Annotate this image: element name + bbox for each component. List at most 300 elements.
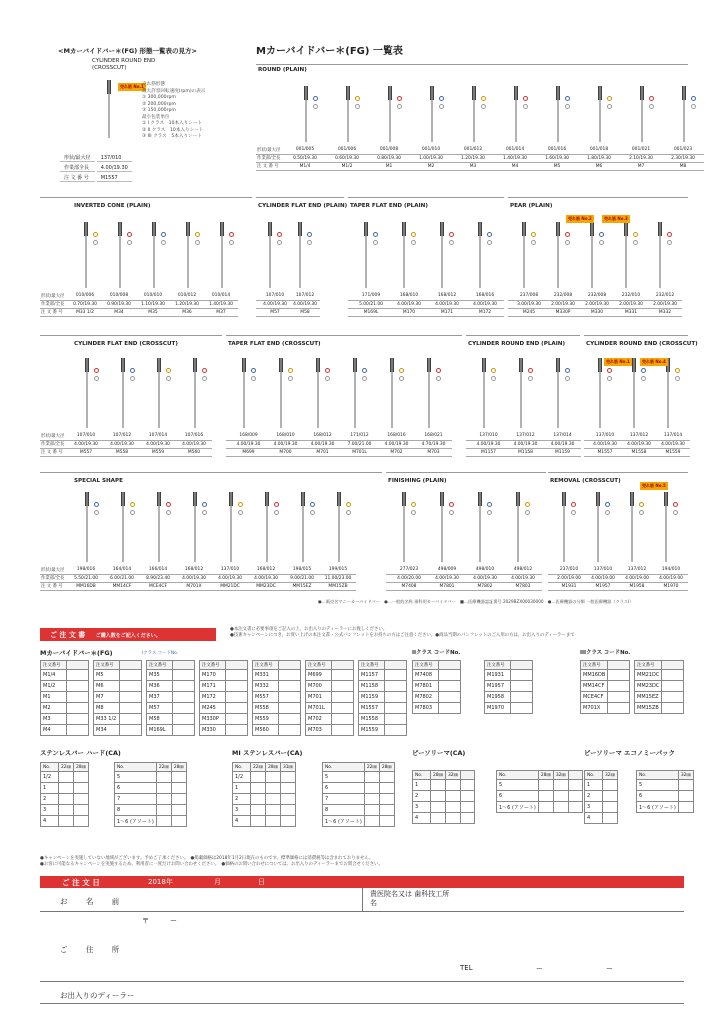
size-qty-input[interactable] <box>364 794 379 805</box>
order-item: MM16DB <box>581 670 608 681</box>
spec-row <box>548 574 688 582</box>
size-no: 2 <box>233 794 251 805</box>
order-qty-input[interactable] <box>511 670 533 681</box>
bestseller-badge: 売れ筋 No.4 <box>642 359 666 364</box>
bur-image <box>599 86 601 142</box>
order-row <box>635 692 684 703</box>
bestseller-badge: 売れ筋 No.3 <box>604 216 628 221</box>
size-qty-input[interactable] <box>280 783 295 794</box>
spec-cell: 2.00/19.30 <box>580 300 614 308</box>
spec-row <box>256 292 320 300</box>
form-row-dealer <box>40 982 684 1004</box>
size-qty-input[interactable] <box>568 780 582 791</box>
order-qty-input[interactable] <box>332 681 354 692</box>
order-row <box>147 692 195 703</box>
size-qty-input[interactable] <box>59 772 74 783</box>
order-qty-input[interactable] <box>608 681 630 692</box>
size-no: 1 <box>41 783 59 794</box>
package-icon <box>649 104 654 109</box>
order-row <box>147 670 195 681</box>
spec-table <box>584 432 690 457</box>
order-qty-input[interactable] <box>67 703 89 714</box>
size-qty-input[interactable] <box>364 805 379 816</box>
order-qty-input[interactable] <box>279 714 301 725</box>
size-qty-input[interactable] <box>156 794 171 805</box>
size-qty-input[interactable] <box>73 783 88 794</box>
spec-cell: MM23DC <box>248 582 284 590</box>
order-row <box>200 692 248 703</box>
order-qty-input[interactable] <box>439 670 461 681</box>
order-qty-input[interactable] <box>173 725 195 736</box>
size-qty-input[interactable] <box>171 794 186 805</box>
order-qty-input[interactable] <box>279 681 301 692</box>
spec-row <box>226 440 452 448</box>
spec-cell: 8.90/23.40 <box>140 574 176 582</box>
spec-cell: 137/014 <box>656 432 690 440</box>
order-qty-input[interactable] <box>662 681 684 692</box>
size-qty-input[interactable] <box>171 816 186 827</box>
spec-cell: 1.60/19.30 <box>536 154 578 162</box>
order-col-header: 注文番号 <box>413 661 439 670</box>
size-qty-input[interactable] <box>73 794 88 805</box>
order-row <box>94 670 142 681</box>
spec-cell: 107/014 <box>140 432 176 440</box>
order-qty-input[interactable] <box>120 670 142 681</box>
order-qty-input[interactable] <box>439 681 461 692</box>
order-row <box>581 670 630 681</box>
order-qty-input[interactable] <box>662 703 684 714</box>
bur-image <box>557 86 559 142</box>
spec-cell: 4.00/19.30 <box>260 300 290 308</box>
spec-cell: 001/021 <box>620 146 662 154</box>
order-qty-input[interactable] <box>439 703 461 714</box>
package-icon <box>310 510 315 515</box>
order-row <box>485 692 533 703</box>
order-header-row <box>635 661 684 670</box>
size-qty-input[interactable] <box>171 772 186 783</box>
rpm-icon <box>675 368 680 373</box>
size-row <box>413 802 475 813</box>
clinic-label: 貴医院名又は 歯科技工所名 <box>370 890 450 907</box>
spec-cell: M33 1/2 <box>68 308 102 316</box>
size-no: 4 <box>585 813 603 824</box>
rpm-icon <box>94 502 99 507</box>
size-qty-input[interactable] <box>364 772 379 783</box>
order-qty-input[interactable] <box>385 703 407 714</box>
spec-cell: 4.00/19.30 <box>428 300 466 308</box>
order-header-row <box>306 661 354 670</box>
order-qty-input[interactable] <box>279 703 301 714</box>
spec-cell: 107/016 <box>176 432 212 440</box>
spec-cell: MM16DB <box>68 582 104 590</box>
order-qty-input[interactable] <box>226 714 248 725</box>
size-qty-input[interactable] <box>678 780 693 791</box>
rpm-icon <box>202 502 207 507</box>
order-qty-input[interactable] <box>511 692 533 703</box>
package-icon <box>565 240 570 245</box>
size-qty-input[interactable] <box>379 805 394 816</box>
size-header: 28㎜ <box>379 763 394 772</box>
size-qty-input[interactable] <box>431 802 446 813</box>
order-row <box>94 681 142 692</box>
order-row <box>94 703 142 714</box>
size-qty-input[interactable] <box>265 805 280 816</box>
order-qty-input[interactable] <box>173 714 195 725</box>
size-qty-input[interactable] <box>251 816 266 827</box>
order-item: M331 <box>253 670 279 681</box>
spec-row <box>548 582 688 590</box>
size-qty-input[interactable] <box>280 816 295 827</box>
bur-image <box>659 222 661 288</box>
bur-image <box>403 222 405 288</box>
size-qty-input[interactable] <box>280 805 295 816</box>
order-row <box>147 714 195 725</box>
order-qty-input[interactable] <box>662 692 684 703</box>
order-row <box>413 703 461 714</box>
size-table <box>322 762 395 827</box>
package-icon <box>277 240 282 245</box>
package-icon <box>531 240 536 245</box>
size-qty-input[interactable] <box>603 802 618 813</box>
size-qty-input[interactable] <box>553 791 568 802</box>
package-icon <box>487 240 492 245</box>
order-header-row <box>253 661 301 670</box>
order-qty-input[interactable] <box>120 692 142 703</box>
order-qty-input[interactable] <box>511 681 533 692</box>
size-qty-input[interactable] <box>59 783 74 794</box>
order-qty-input[interactable] <box>67 714 89 725</box>
order-item: M701L <box>306 703 332 714</box>
spec-cell: M559 <box>140 448 176 456</box>
section-title: CYLINDER FLAT END (PLAIN) <box>258 203 348 209</box>
spec-cell: M699 <box>230 448 267 456</box>
order-qty-input[interactable] <box>279 692 301 703</box>
package-icon <box>355 104 360 109</box>
package-icon <box>449 240 454 245</box>
spec-row-label: 作業部/全長 <box>256 154 284 162</box>
order-row <box>200 681 248 692</box>
size-qty-input[interactable] <box>156 772 171 783</box>
size-qty-input[interactable] <box>265 794 280 805</box>
size-row <box>115 805 187 816</box>
order-qty-input[interactable] <box>67 681 89 692</box>
bur-image <box>557 358 559 428</box>
order-row <box>359 692 407 703</box>
order-item: M7801 <box>413 681 439 692</box>
order-col-header: 注文番号 <box>147 661 173 670</box>
rpm-icon <box>491 368 496 373</box>
size-qty-input[interactable] <box>364 783 379 794</box>
spec-cell: M35 <box>136 308 170 316</box>
size-qty-input[interactable] <box>678 802 693 813</box>
spec-row <box>40 448 212 456</box>
order-qty-input[interactable] <box>173 692 195 703</box>
spec-cell: 4.00/19.30 <box>304 440 341 448</box>
size-qty-input[interactable] <box>445 802 460 813</box>
spec-row <box>548 566 688 574</box>
badge-no1-legend: 売れ筋 No.1 <box>120 84 144 89</box>
order-item: M1/2 <box>41 681 67 692</box>
order-qty-input[interactable] <box>173 703 195 714</box>
rpm-icon <box>229 232 234 237</box>
legend-sub2: (CROSSCUT) <box>92 65 127 71</box>
section-title: TAPER FLAT END (PLAIN) <box>350 203 428 209</box>
bur-image <box>302 492 304 562</box>
spec-cell: M1157 <box>470 448 507 456</box>
package-icon <box>202 510 207 515</box>
order-qty-input[interactable] <box>385 670 407 681</box>
no-header: No. <box>233 763 251 772</box>
bur-image <box>591 222 593 288</box>
order-qty-header <box>173 661 195 670</box>
order-qty-input[interactable] <box>279 670 301 681</box>
order-qty-input[interactable] <box>332 703 354 714</box>
order-qty-input[interactable] <box>439 692 461 703</box>
spec-cell: 2.00/19.00 <box>552 574 586 582</box>
order-qty-input[interactable] <box>332 725 354 736</box>
order-header-row <box>41 661 89 670</box>
order-qty-input[interactable] <box>67 692 89 703</box>
spec-cell: 0.50/19.30 <box>284 154 326 162</box>
size-qty-input[interactable] <box>265 783 280 794</box>
package-icon <box>130 510 135 515</box>
size-qty-input[interactable] <box>171 805 186 816</box>
order-row <box>41 681 89 692</box>
size-qty-input[interactable] <box>364 816 379 827</box>
size-header: 28㎜ <box>171 763 186 772</box>
rpm-icon <box>399 368 404 373</box>
size-qty-input[interactable] <box>379 794 394 805</box>
size-qty-input[interactable] <box>460 802 474 813</box>
size-qty-input[interactable] <box>538 791 553 802</box>
package-icon <box>691 104 696 109</box>
size-row <box>41 816 89 827</box>
size-qty-input[interactable] <box>431 813 446 824</box>
spec-cell: M36 <box>170 308 204 316</box>
size-qty-input[interactable] <box>280 794 295 805</box>
size-qty-input[interactable] <box>445 791 460 802</box>
order-qty-input[interactable] <box>332 714 354 725</box>
rpm-icon <box>161 232 166 237</box>
size-qty-input[interactable] <box>379 772 394 783</box>
rpm-icon <box>355 96 360 101</box>
order-qty-input[interactable] <box>226 692 248 703</box>
package-icon <box>195 240 200 245</box>
postal-field[interactable]: 〒 ー <box>142 917 177 925</box>
no-header: No. <box>497 771 539 780</box>
package-icon <box>675 376 680 381</box>
size-header-row <box>585 771 618 780</box>
spec-cell: M169L <box>352 308 390 316</box>
order-year[interactable]: 2018年 <box>148 878 173 886</box>
package-icon <box>238 510 243 515</box>
order-qty-input[interactable] <box>226 703 248 714</box>
package-icon <box>251 376 256 381</box>
spec-row-label: 注 文 番 号 <box>40 448 68 456</box>
order-qty-input[interactable] <box>662 670 684 681</box>
rpm-icon <box>238 502 243 507</box>
order-qty-input[interactable] <box>385 692 407 703</box>
size-qty-input[interactable] <box>251 783 266 794</box>
order-qty-input[interactable] <box>608 670 630 681</box>
size-qty-input[interactable] <box>538 802 553 813</box>
size-qty-input[interactable] <box>445 813 460 824</box>
order-qty-input[interactable] <box>173 681 195 692</box>
size-qty-input[interactable] <box>251 805 266 816</box>
size-qty-input[interactable] <box>431 780 446 791</box>
order-qty-input[interactable] <box>173 670 195 681</box>
bur-image <box>122 358 124 428</box>
size-qty-input[interactable] <box>538 780 553 791</box>
bur-image <box>338 492 340 562</box>
order-qty-header <box>511 661 533 670</box>
order-qty-input[interactable] <box>332 670 354 681</box>
footnotes <box>40 856 383 868</box>
size-header: 28㎜ <box>431 771 446 780</box>
size-qty-input[interactable] <box>553 802 568 813</box>
spec-row <box>508 300 682 308</box>
size-qty-input[interactable] <box>603 813 618 824</box>
spec-cell: M3 <box>452 162 494 170</box>
bur-image <box>266 492 268 562</box>
dealer-label: お出入りのディーラー <box>60 991 135 1000</box>
size-qty-input[interactable] <box>251 794 266 805</box>
rpm-icon <box>641 368 646 373</box>
size-qty-input[interactable] <box>460 813 474 824</box>
size-qty-input[interactable] <box>379 783 394 794</box>
size-qty-input[interactable] <box>431 791 446 802</box>
order-qty-input[interactable] <box>226 681 248 692</box>
size-qty-input[interactable] <box>379 816 394 827</box>
spec-cell: M1559 <box>656 448 690 456</box>
size-qty-input[interactable] <box>678 791 693 802</box>
spec-cell: M4 <box>494 162 536 170</box>
spec-cell: M171 <box>428 308 466 316</box>
size-qty-input[interactable] <box>156 805 171 816</box>
size-qty-input[interactable] <box>280 772 295 783</box>
size-qty-input[interactable] <box>460 791 474 802</box>
legend-note: 最小包装単位 <box>142 114 170 120</box>
order-col-header: 注文番号 <box>200 661 226 670</box>
size-qty-input[interactable] <box>445 780 460 791</box>
order-qty-input[interactable] <box>120 681 142 692</box>
package-icon <box>667 240 672 245</box>
package-icon <box>605 510 610 515</box>
rpm-icon <box>274 502 279 507</box>
order-row <box>41 692 89 703</box>
rpm-icon <box>251 368 256 373</box>
order-qty-input[interactable] <box>385 681 407 692</box>
size-qty-input[interactable] <box>265 772 280 783</box>
package-icon <box>362 376 367 381</box>
size-qty-input[interactable] <box>171 783 186 794</box>
size-qty-input[interactable] <box>156 783 171 794</box>
package-icon <box>93 240 98 245</box>
size-qty-input[interactable] <box>603 791 618 802</box>
package-icon <box>449 510 454 515</box>
size-qty-input[interactable] <box>156 816 171 827</box>
size-no: 1〜6 (アソート) <box>323 816 365 827</box>
order-row <box>359 670 407 681</box>
rpm-icon <box>673 502 678 507</box>
order-header-row <box>147 661 195 670</box>
order-qty-input[interactable] <box>279 725 301 736</box>
order-qty-input[interactable] <box>67 725 89 736</box>
package-icon <box>439 104 444 109</box>
section-title: PEAR (PLAIN) <box>510 203 553 209</box>
spec-cell: 107/012 <box>290 292 320 300</box>
bur-legend <box>108 80 110 138</box>
size-no: 8 <box>323 805 365 816</box>
order-qty-input[interactable] <box>608 703 630 714</box>
size-no: 1/2 <box>233 772 251 783</box>
rpm-icon <box>346 502 351 507</box>
order-qty-input[interactable] <box>511 703 533 714</box>
order-row <box>581 703 630 714</box>
spec-row-label: 注 文 番 号 <box>256 162 284 170</box>
order-qty-input[interactable] <box>608 692 630 703</box>
order-qty-input[interactable] <box>120 725 142 736</box>
size-row <box>585 802 618 813</box>
order-item: MM14CF <box>581 681 608 692</box>
size-row <box>233 772 296 783</box>
package-icon <box>607 104 612 109</box>
order-qty-input[interactable] <box>385 725 407 736</box>
size-qty-input[interactable] <box>73 772 88 783</box>
order-qty-input[interactable] <box>332 692 354 703</box>
spec-row <box>584 432 690 440</box>
size-qty-input[interactable] <box>73 816 88 827</box>
size-qty-input[interactable] <box>265 816 280 827</box>
size-qty-input[interactable] <box>59 805 74 816</box>
size-qty-input[interactable] <box>568 802 582 813</box>
order-month[interactable]: 月 <box>214 878 221 886</box>
spec-cell: 6.00/21.00 <box>104 574 140 582</box>
order-row <box>413 692 461 703</box>
order-col-header: 注文番号 <box>41 661 67 670</box>
spec-cell: M557 <box>68 448 104 456</box>
size-qty-input[interactable] <box>59 794 74 805</box>
size-qty-input[interactable] <box>59 816 74 827</box>
package-icon <box>599 240 604 245</box>
order-item: M58 <box>147 714 173 725</box>
size-qty-input[interactable] <box>73 805 88 816</box>
bur-image <box>243 358 245 428</box>
size-qty-input[interactable] <box>603 780 618 791</box>
rpm-icon <box>313 96 318 101</box>
size-no: 6 <box>637 791 679 802</box>
order-qty-input[interactable] <box>226 725 248 736</box>
order-col-header: 注文番号 <box>306 661 332 670</box>
address-label: ご 住 所 <box>60 945 128 954</box>
order-qty-input[interactable] <box>67 670 89 681</box>
size-qty-input[interactable] <box>251 772 266 783</box>
order-item: M37 <box>147 692 173 703</box>
bur-image <box>389 86 391 142</box>
size-qty-input[interactable] <box>460 780 474 791</box>
order-qty-input[interactable] <box>385 714 407 725</box>
order-qty-input[interactable] <box>120 714 142 725</box>
order-row <box>200 703 248 714</box>
spec-table <box>256 146 704 171</box>
size-qty-input[interactable] <box>568 791 582 802</box>
size-qty-input[interactable] <box>553 780 568 791</box>
size-table <box>40 762 89 827</box>
order-day[interactable]: 日 <box>258 878 265 886</box>
order-qty-input[interactable] <box>226 670 248 681</box>
order-qty-input[interactable] <box>120 703 142 714</box>
legend-note: 売れ筋形態 <box>142 82 165 87</box>
